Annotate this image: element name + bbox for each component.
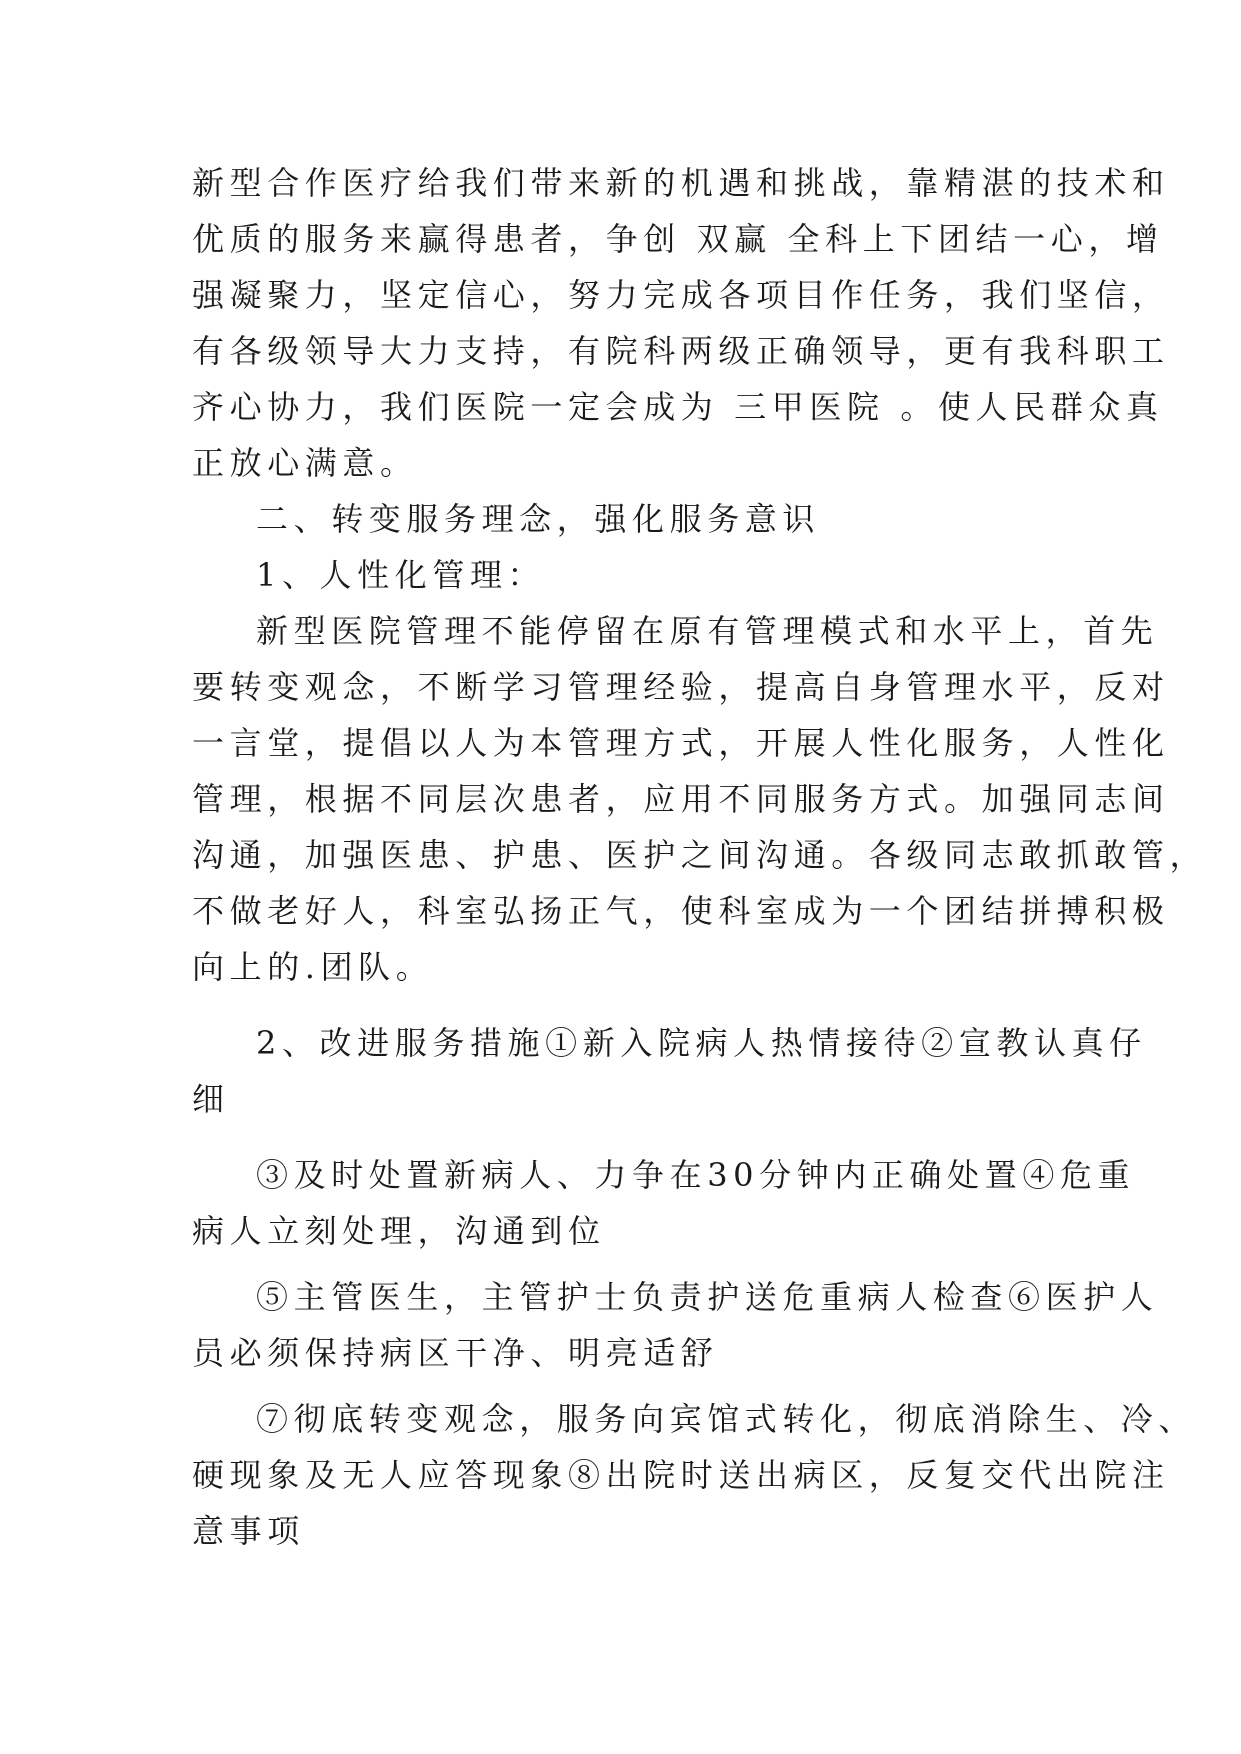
subsection-heading: 1、人性化管理：	[256, 556, 546, 594]
body-text-line: 齐心协力，我们医院一定会成为 三甲医院 。使人民群众真	[192, 388, 1164, 426]
measure-item-line: 意事项	[192, 1512, 305, 1550]
measure-item-line: 病人立刻处理，沟通到位	[192, 1212, 606, 1250]
body-text-line: 有各级领导大力支持，有院科两级正确领导，更有我科职工	[192, 332, 1170, 370]
body-text-line: 向上的.团队。	[192, 948, 434, 986]
measure-item-line: ⑦彻底转变观念，服务向宾馆式转化，彻底消除生、冷、	[256, 1400, 1197, 1438]
body-text-line: 新型合作医疗给我们带来新的机遇和挑战，靠精湛的技术和	[192, 164, 1170, 202]
measure-item-line: 细	[192, 1080, 230, 1118]
measure-item-line: 员必须保持病区干净、明亮适舒	[192, 1334, 719, 1372]
body-text-line: 一言堂，提倡以人为本管理方式，开展人性化服务，人性化	[192, 724, 1170, 762]
body-text-line: 正放心满意。	[192, 444, 418, 482]
body-text-line: 管理，根据不同层次患者，应用不同服务方式。加强同志间	[192, 780, 1170, 818]
body-text-line: 沟通，加强医患、护患、医护之间沟通。各级同志敢抓敢管，	[192, 836, 1208, 874]
section-heading: 二、转变服务理念，强化服务意识	[256, 500, 821, 538]
body-text-line: 不做老好人，科室弘扬正气，使科室成为一个团结拼搏积极	[192, 892, 1170, 930]
body-text-line: 新型医院管理不能停留在原有管理模式和水平上，首先	[256, 612, 1159, 650]
body-text-line: 优质的服务来赢得患者，争创 双赢 全科上下团结一心，增	[192, 220, 1164, 258]
measure-item-line: ⑤主管医生，主管护士负责护送危重病人检查⑥医护人	[256, 1278, 1159, 1316]
measure-item-line: ③及时处置新病人、力争在30分钟内正确处置④危重	[256, 1156, 1136, 1194]
measure-item-line: 硬现象及无人应答现象⑧出院时送出病区，反复交代出院注	[192, 1456, 1170, 1494]
body-text-line: 要转变观念，不断学习管理经验，提高自身管理水平，反对	[192, 668, 1170, 706]
measure-item-line: 2、改进服务措施①新入院病人热情接待②宣教认真仔	[256, 1024, 1147, 1062]
body-text-line: 强凝聚力，坚定信心，努力完成各项目作任务，我们坚信，	[192, 276, 1170, 314]
